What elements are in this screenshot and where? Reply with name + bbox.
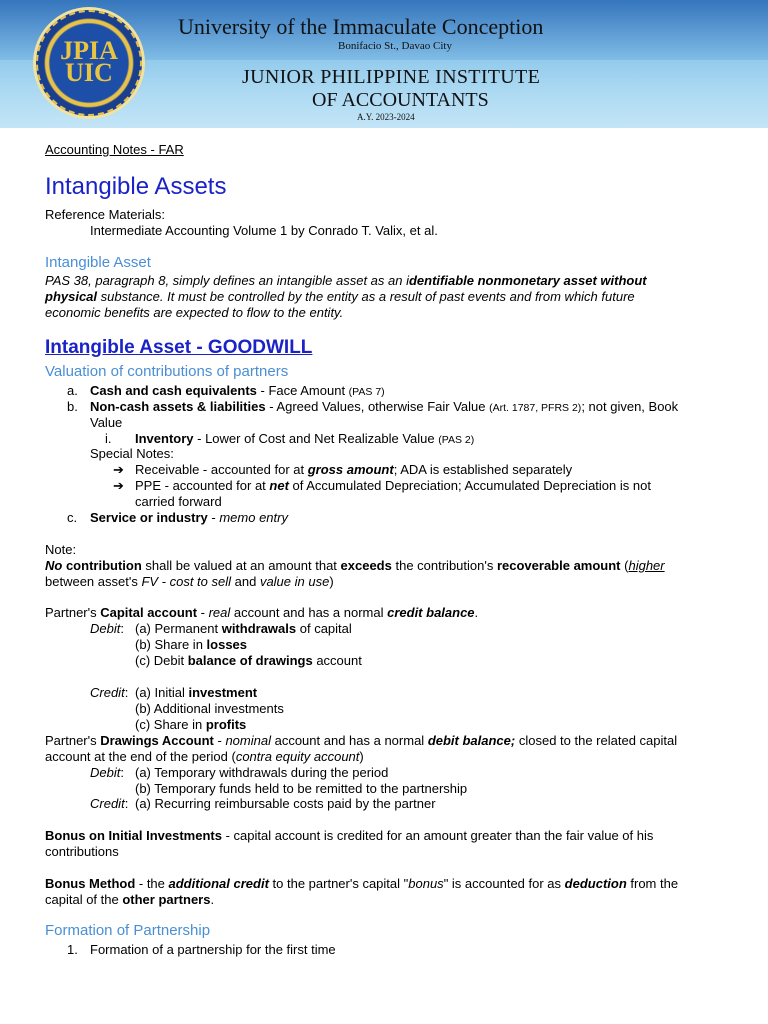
- capital-debit-1: (a) Permanent withdrawals of capital: [135, 621, 352, 636]
- special-notes-label: Special Notes:: [90, 446, 174, 461]
- reference-label: Reference Materials:: [45, 207, 165, 222]
- goodwill-heading: Intangible Asset - GOODWILL: [45, 337, 313, 358]
- list-marker-b: b.: [67, 399, 78, 414]
- bonus-initial-line: Bonus on Initial Investments - capital account is credited for an amount greater than the fair value of his: [45, 828, 654, 843]
- logo-text: [58, 36, 120, 87]
- capital-credit-label: Credit:: [90, 685, 129, 700]
- academic-year: A.Y. 2023-2024: [357, 112, 415, 122]
- drawings-account-line-2: account at the end of the period (contra equity account): [45, 749, 364, 764]
- document-header: [0, 0, 768, 128]
- note-label: Note:: [45, 542, 77, 557]
- capital-debit-label: Debit:: [90, 621, 124, 636]
- jpia-uic-logo: [36, 10, 142, 116]
- bonus-method-line-2: capital of the other partners.: [45, 892, 215, 907]
- drawings-debit-1: (a) Temporary withdrawals during the period: [135, 765, 389, 780]
- note-line-1: No contribution shall be valued at an amount that exceeds the contribution's recoverable amount (higher: [45, 558, 665, 573]
- logo-text-jpia: JPIA: [60, 36, 118, 65]
- list-marker-i: i.: [105, 431, 112, 446]
- capital-debit-3: (c) Debit balance of drawings account: [135, 653, 362, 668]
- university-address: Bonifacio St., Davao City: [338, 40, 452, 52]
- valuation-heading: Valuation of contributions of partners: [45, 363, 289, 380]
- formation-heading: Formation of Partnership: [45, 922, 211, 939]
- drawings-credit-1: (a) Recurring reimbursable costs paid by the partner: [135, 796, 436, 811]
- org-name-line1: JUNIOR PHILIPPINE INSTITUTE: [242, 66, 541, 88]
- special-note-2: PPE - accounted for at net of Accumulated Depreciation; Accumulated Depreciation is not: [135, 478, 651, 493]
- definition-line-3: economic benefits are expected to flow to the entity.: [45, 305, 344, 320]
- university-name: University of the Immaculate Conception: [178, 14, 544, 39]
- definition-line-2: physical substance. It must be controlled by the entity as a result of past events and from which future: [45, 289, 635, 304]
- arrow-icon: ➔: [113, 462, 124, 477]
- reference-item: Intermediate Accounting Volume 1 by Conrado T. Valix, et al.: [90, 223, 438, 238]
- drawings-credit-label: Credit:: [90, 796, 129, 811]
- drawings-account-line: Partner's Drawings Account - nominal account and has a normal debit balance; closed to the related capital: [45, 733, 678, 748]
- drawings-debit-2: (b) Temporary funds held to be remitted to the partnership: [135, 781, 468, 796]
- list-item-c: Service or industry - memo entry: [90, 510, 288, 525]
- list-item-a: Cash and cash equivalents - Face Amount (PAS 7): [90, 383, 385, 398]
- section-heading-intangible-asset: Intangible Asset: [45, 254, 151, 271]
- definition-line-1: PAS 38, paragraph 8, simply defines an intangible asset as an identifiable nonmonetary asset without: [45, 273, 647, 288]
- list-marker-c: c.: [67, 510, 78, 525]
- capital-credit-2: (b) Additional investments: [135, 701, 284, 716]
- bonus-initial-line-2: contributions: [45, 844, 119, 859]
- capital-credit-1: (a) Initial investment: [135, 685, 258, 700]
- logo-text-uic: UIC: [65, 58, 113, 87]
- capital-debit-2: (b) Share in losses: [135, 637, 248, 652]
- formation-item-1: Formation of a partnership for the first time: [90, 942, 336, 957]
- capital-credit-3: (c) Share in profits: [135, 717, 247, 732]
- bonus-method-line: Bonus Method - the additional credit to the partner's capital "bonus" is accounted for as deduction from the: [45, 876, 679, 891]
- org-name-line2: OF ACCOUNTANTS: [312, 89, 489, 111]
- list-marker-a: a.: [67, 383, 78, 398]
- list-item-b-cont: Value: [90, 415, 123, 430]
- list-marker-1: 1.: [67, 942, 78, 957]
- special-note-1: Receivable - accounted for at gross amount; ADA is established separately: [135, 462, 573, 477]
- list-item-i: Inventory - Lower of Cost and Net Realizable Value (PAS 2): [135, 431, 475, 446]
- list-item-b: Non-cash assets & liabilities - Agreed Values, otherwise Fair Value (Art. 1787, PFRS 2); not given, Book: [90, 399, 679, 414]
- notes-label: Accounting Notes - FAR: [45, 142, 184, 157]
- drawings-debit-label: Debit:: [90, 765, 124, 780]
- page-title: Intangible Assets: [45, 173, 227, 200]
- note-line-2: between asset's FV - cost to sell and value in use): [45, 574, 334, 589]
- capital-account-line: Partner's Capital account - real account and has a normal credit balance.: [45, 605, 479, 620]
- arrow-icon: ➔: [113, 478, 124, 493]
- special-note-2-cont: carried forward: [135, 494, 222, 509]
